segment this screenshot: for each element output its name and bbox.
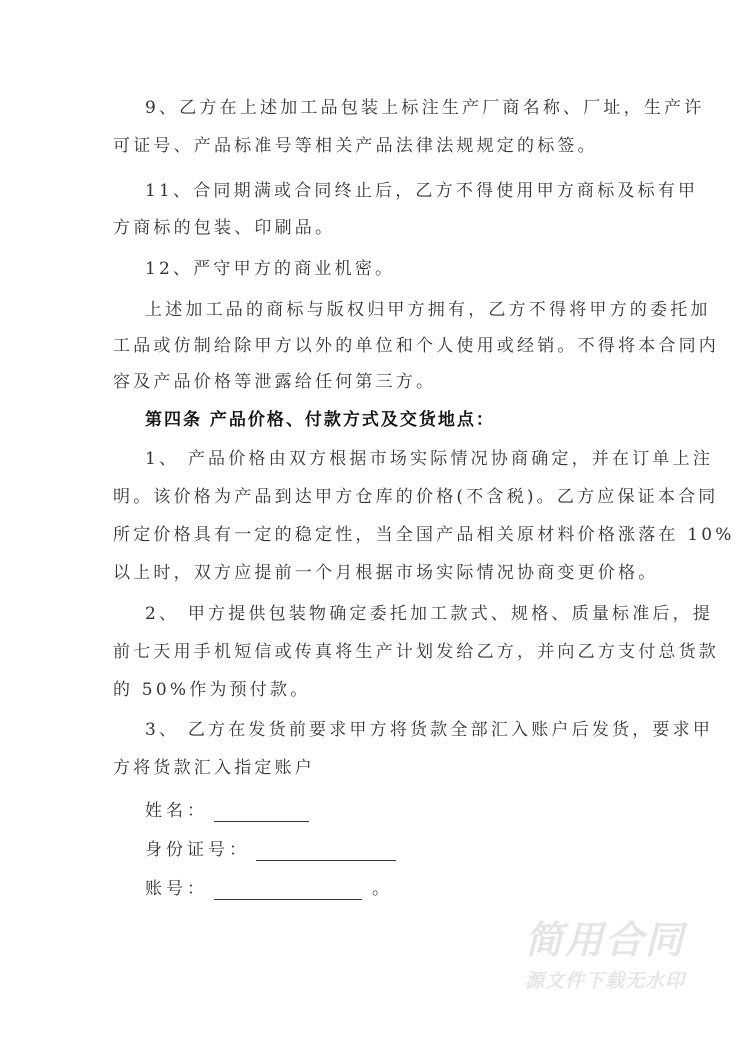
field-name-label: 姓名： — [145, 801, 208, 821]
field-account-blank[interactable] — [214, 881, 362, 900]
field-account — [145, 876, 393, 900]
trademark-line1: 上述加工品的商标与版权归甲方拥有，乙方不得将甲方的委托加 — [145, 300, 711, 320]
item11-line2: 方商标的包装、印刷品。 — [113, 218, 336, 238]
item9-line1: 9、乙方在上述加工品包装上标注生产厂商名称、厂址，生产许 — [145, 98, 705, 118]
price1-line3: 所定价格具有一定的稳定性，当全国产品相关原材料价格涨落在 10% — [113, 525, 735, 545]
section-heading: 第四条 产品价格、付款方式及交货地点： — [145, 410, 495, 430]
price2-line3: 的 50%作为预付款。 — [113, 680, 311, 700]
item11-line1: 11、合同期满或合同终止后，乙方不得使用甲方商标及标有甲 — [145, 181, 699, 201]
item12-line1: 12、严守甲方的商业机密。 — [145, 259, 396, 279]
field-name-blank[interactable] — [214, 803, 309, 822]
price1-line2: 明。该价格为产品到达甲方仓库的价格(不含税)。乙方应保证本合同 — [113, 487, 719, 507]
watermark-subtitle: 源文件下载无水印 — [524, 970, 685, 992]
watermark — [505, 918, 705, 994]
price1-line1: 1、 产品价格由双方根据市场实际情况协商确定，并在订单上注 — [145, 449, 714, 469]
price3-line1: 3、 乙方在发货前要求甲方将货款全部汇入账户后发货，要求甲 — [145, 720, 714, 740]
trademark-line2: 工品或仿制给除甲方以外的单位和个人使用或经销。不得将本合同内 — [113, 336, 719, 356]
watermark-title: 简用合同 — [524, 918, 685, 962]
trademark-line3: 容及产品价格等泄露给任何第三方。 — [113, 372, 437, 392]
field-name — [145, 798, 309, 822]
field-account-label: 账号： — [145, 879, 208, 899]
price1-line4: 以上时，双方应提前一个月根据市场实际情况协商变更价格。 — [113, 563, 659, 583]
field-id-number-blank[interactable] — [256, 842, 396, 861]
price3-line2: 方将货款汇入指定账户 — [113, 758, 315, 778]
item9-line2: 可证号、产品标准号等相关产品法律法规规定的标签。 — [113, 136, 598, 156]
field-account-tail: 。 — [372, 879, 393, 899]
field-id-number — [145, 837, 396, 861]
price2-line2: 前七天用手机短信或传真将生产计划发给乙方，并向乙方支付总货款 — [113, 642, 719, 662]
price2-line1: 2、 甲方提供包装物确定委托加工款式、规格、质量标准后，提 — [145, 604, 714, 624]
field-id-number-label: 身份证号： — [145, 840, 250, 860]
